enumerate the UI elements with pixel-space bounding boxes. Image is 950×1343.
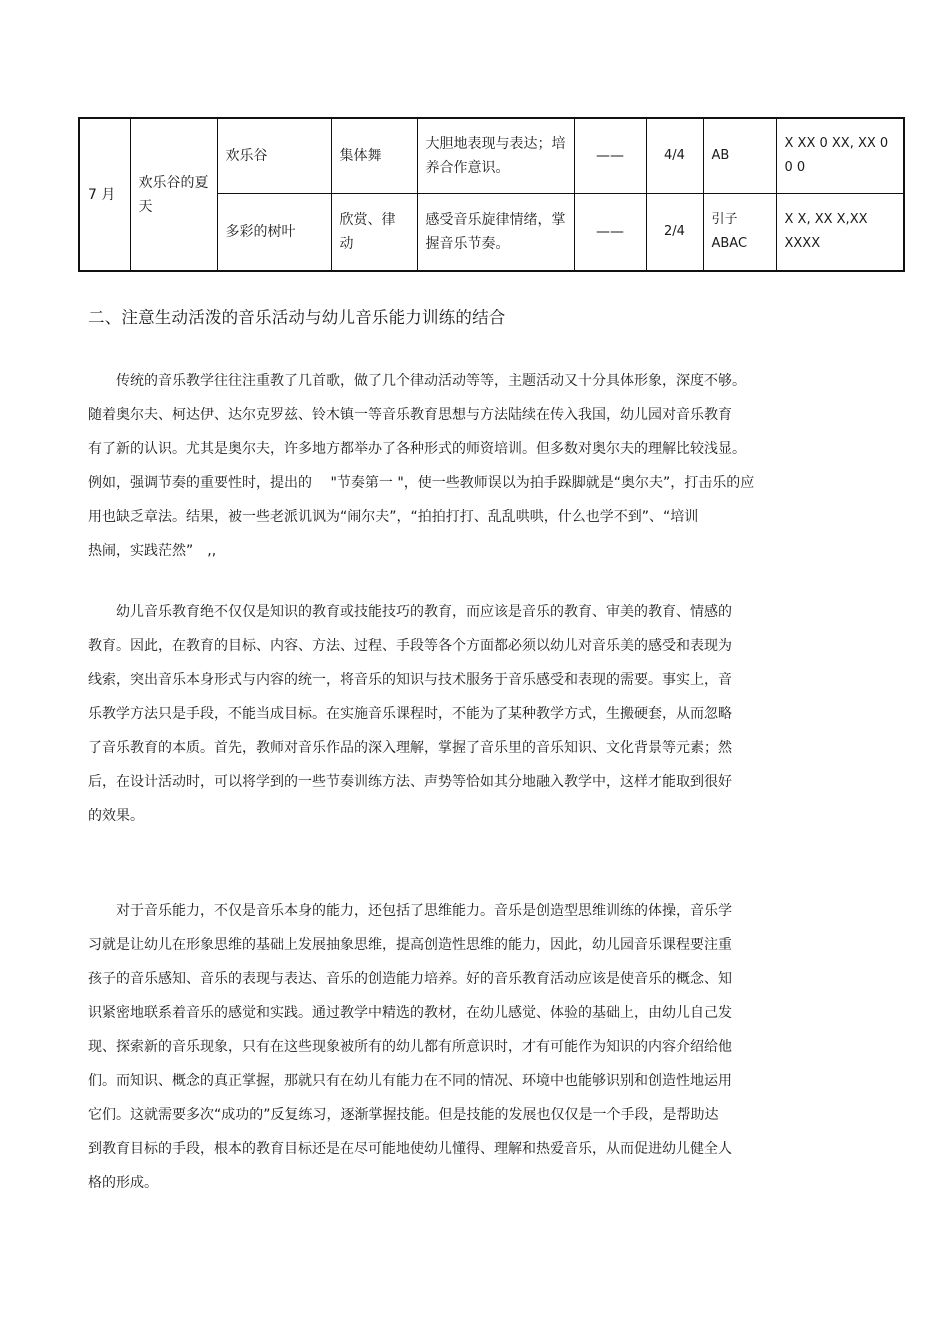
text-line: 乐教学方法只是手段，不能当成目标。在实施音乐课程时，不能为了某种教学方式，生搬硬套，从而忽略 <box>88 706 732 722</box>
activity-goal-cell: 大胆地表现与表达；培养合作意识。 <box>417 118 574 194</box>
text-line: 对于音乐能力，不仅是音乐本身的能力，还包括了思维能力。音乐是创造型思维训练的体操，音乐学 <box>88 903 732 919</box>
text-line: 到教育目标的手段，根本的教育目标还是在尽可能地使幼儿懂得、理解和热爱音乐，从而促进幼儿健全人 <box>88 1141 732 1157</box>
text-line: 识紧密地联系着音乐的感觉和实践。通过教学中精选的教材，在幼儿感觉、体验的基础上，由幼儿自己发 <box>88 1005 732 1021</box>
meter-cell: 4/4 <box>646 118 703 194</box>
text-line: 的效果。 <box>88 808 144 824</box>
text-line: 习就是让幼儿在形象思维的基础上发展抽象思维，提高创造性思维的能力，因此，幼儿园音乐课程要注重 <box>88 937 732 953</box>
month-cell: 7 月 <box>79 118 130 271</box>
dash-cell: —— <box>574 194 646 272</box>
text-line: 它们。这就需要多次“成功的”反复练习，逐渐掌握技能。但是技能的发展也仅仅是一个手段，是帮助达 <box>88 1107 719 1123</box>
activity-name-cell: 多彩的树叶 <box>217 194 331 272</box>
text-line: 后，在设计活动时，可以将学到的一些节奏训练方法、声势等恰如其分地融入教学中，这样才能取到很好 <box>88 774 732 790</box>
text-line: 孩子的音乐感知、音乐的表现与表达、音乐的创造能力培养。好的音乐教育活动应该是使音乐的概念、知 <box>88 971 732 987</box>
text-line: 们。而知识、概念的真正掌握，那就只有在幼儿有能力在不同的情况、环境中也能够识别和创造性地运用 <box>88 1073 732 1089</box>
text-line: 传统的音乐教学往往注重教了几首歌，做了几个律动活动等等，主题活动又十分具体形象，深度不够。 <box>88 373 746 389</box>
rhythm-cell: X X, XX X,XX XXXX <box>776 194 904 272</box>
text-line: 用也缺乏章法。结果，被一些老派讥讽为“闹尔夫”，“拍拍打打、乱乱哄哄，什么也学不到”、“培训 <box>88 509 699 525</box>
text-line: 了音乐教育的本质。首先，教师对音乐作品的深入理解，掌握了音乐里的音乐知识、文化背景等元素；然 <box>88 740 732 756</box>
text-line: 有了新的认识。尤其是奥尔夫，许多地方都举办了各种形式的师资培训。但多数对奥尔夫的理解比较浅显。 <box>88 441 746 457</box>
activity-type-cell: 集体舞 <box>331 118 417 194</box>
text-line: 格的形成。 <box>88 1175 158 1191</box>
form-line: ABAC <box>711 236 748 251</box>
text-line: 幼儿音乐教育绝不仅仅是知识的教育或技能技巧的教育，而应该是音乐的教育、审美的教育、情感的 <box>88 604 732 620</box>
activity-goal-cell: 感受音乐旋律情绪，掌握音乐节奏。 <box>417 194 574 272</box>
text-line: 随着奥尔夫、柯达伊、达尔克罗兹、铃木镇一等音乐教育思想与方法陆续在传入我国，幼儿园对音乐教育 <box>88 407 732 423</box>
form-cell <box>703 194 776 272</box>
text-line: 线索，突出音乐本身形式与内容的统一，将音乐的知识与技术服务于音乐感受和表现的需要。事实上，音 <box>88 672 732 688</box>
rhythm-cell: X XX 0 XX, XX 0 0 0 <box>776 118 904 194</box>
theme-cell: 欢乐谷的夏天 <box>130 118 217 271</box>
text-line: 教育。因此，在教育的目标、内容、方法、过程、手段等各个方面都必须以幼儿对音乐美的感受和表现为 <box>88 638 732 654</box>
text-line: 现、探索新的音乐现象，只有在这些现象被所有的幼儿都有所意识时，才有可能作为知识的内容介绍给他 <box>88 1039 732 1055</box>
activity-type-cell: 欣赏、律动 <box>331 194 417 272</box>
form-cell: AB <box>703 118 776 194</box>
paragraph <box>88 364 828 568</box>
meter-cell: 2/4 <box>646 194 703 272</box>
activity-name-cell: 欢乐谷 <box>217 118 331 194</box>
form-line: 引子 <box>711 212 738 227</box>
paragraph <box>88 894 828 1200</box>
section-heading: 二、注意生动活泼的音乐活动与幼儿音乐能力训练的结合 <box>88 308 506 327</box>
paragraph <box>88 595 828 833</box>
activity-table <box>78 117 905 272</box>
text-line: 热闹，实践茫然” ,, <box>88 543 217 559</box>
text-line: 例如，强调节奏的重要性时，提出的 "节奏第一 "，使一些教师误以为拍手跺脚就是“奥尔夫”，打击乐的应 <box>88 475 755 491</box>
table-row <box>79 118 904 194</box>
dash-cell: —— <box>574 118 646 194</box>
